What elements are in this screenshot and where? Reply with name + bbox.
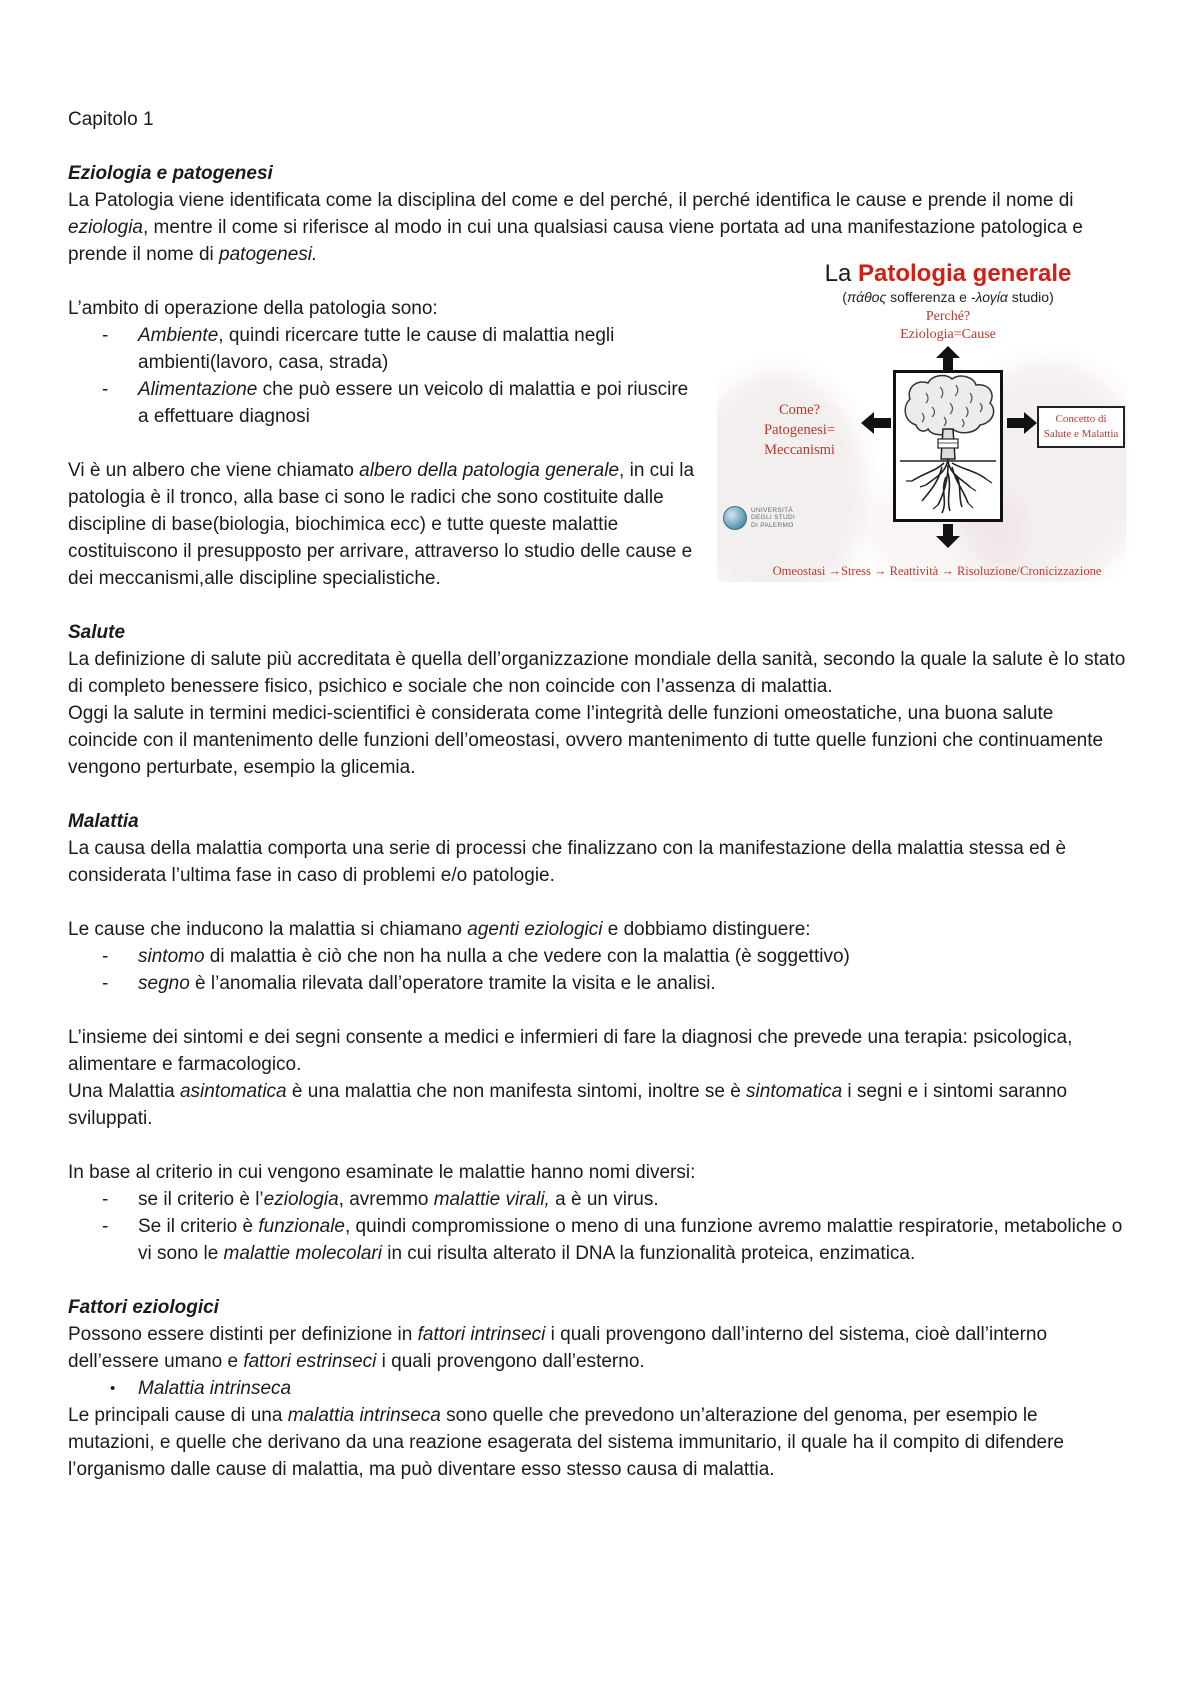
figure-subtitle (769, 289, 1127, 306)
text-segment: Possono essere distinti per definizione in (68, 1324, 418, 1345)
omeostasi-flow-label: Omeostasi →Stress → Reattività → Risoluzione/Cronicizzazione (772, 564, 1102, 578)
paragraph-malattia-3: L’insieme dei sintomi e dei segni consente a medici e infermieri di fare la diagnosi che prevede una terapia: psicologica, alimentare e farmacologico. (68, 1027, 1073, 1075)
text-segment: Ambiente (138, 325, 219, 346)
text-segment: fattori intrinseci (417, 1324, 546, 1345)
text-segment: Una Malattia (68, 1081, 180, 1102)
text-segment: Le cause che inducono la malattia si chiamano (68, 919, 468, 940)
list-item (68, 943, 1127, 970)
down-arrow-icon (936, 524, 960, 548)
university-logo (723, 506, 795, 530)
text-segment: sono quelle che prevedono un’alterazione del genoma, per esempio le mutazioni, e quelle che derivano da una reazione esagerata del sistema immunitario, il quale ha il compito di difendere l’organismo dalle cause di malattia, ma può diventare esso stesso causa di malattia. (68, 1405, 1064, 1480)
text-segment: sintomo (138, 946, 205, 967)
text-segment: in cui risulta alterato il DNA la funzionalità proteica, enzimatica. (381, 1243, 916, 1264)
list-item (68, 970, 1127, 997)
list-item (68, 376, 701, 430)
university-name-line: DI PALERMO (751, 521, 794, 529)
concetto-salute-malattia-box (1037, 406, 1125, 448)
sintomo-segno-list (68, 943, 1127, 997)
text-segment: , avremmo (338, 1189, 434, 1210)
paragraph-malattia-1: La causa della malattia comporta una serie di processi che finalizzano con la manifestazione della malattia stessa ed è considerata l’ultima fase in caso di problemi e/o patologie. (68, 838, 1067, 886)
bullet-item-text (138, 1375, 1127, 1402)
section-heading-malattia: Malattia (68, 811, 139, 832)
chapter-title: Capitolo 1 (68, 109, 154, 130)
paragraph-salute-1: La definizione di salute più accreditata è quella dell’organizzazione mondiale della sanità, secondo la quale la salute è lo stato di completo benessere fisico, psichico e sociale che non coincide con l’assenza di malattia. (68, 649, 1126, 697)
list-item-text (138, 1213, 1127, 1267)
text-segment: è una malattia che non manifesta sintomi, inoltre se è (286, 1081, 747, 1102)
text-segment: , in cui la patologia è il tronco, alla base ci sono le radici che sono costituite dalle discipline di base(biologia, biochimica ecc) e tutte queste malattie costituiscono il presupposto per arrivare, attraverso lo studio delle cause e dei meccanismi,alle discipline specialistiche. (68, 460, 695, 589)
text-segment: eziologia (68, 217, 143, 238)
list-item-text (138, 1186, 1127, 1213)
text-segment: funzionale (258, 1216, 345, 1237)
text-segment: sofferenza e (886, 289, 971, 305)
university-seal-icon (723, 506, 747, 530)
figure-title-main: Patologia generale (857, 260, 1072, 287)
text-segment: La Patologia viene identificata come la disciplina del come e del perché, il perché identifica le cause e prende il nome di (68, 190, 1074, 211)
dash-marker: - (102, 946, 109, 967)
patogenesi-line: Patogenesi= (764, 422, 835, 438)
dash-marker: - (102, 1216, 109, 1237)
text-segment: πάθος (846, 289, 887, 305)
section-heading-fattori: Fattori eziologici (68, 1297, 219, 1318)
paragraph-malattia-4 (68, 1078, 1127, 1132)
text-segment: patogenesi. (219, 244, 318, 265)
university-name (751, 507, 795, 530)
salute-malattia-line: Salute e Malattia (1043, 428, 1119, 440)
dash-marker: - (102, 325, 109, 346)
text-segment: malattie virali, (433, 1189, 550, 1210)
text-segment: Se il criterio è (138, 1216, 259, 1237)
text-segment: i quali provengono dall’esterno. (376, 1351, 645, 1372)
figure-title-prefix: La (824, 260, 858, 287)
text-segment: segno (138, 973, 190, 994)
right-arrow-icon (1007, 412, 1037, 434)
text-segment: studio) (1007, 289, 1054, 305)
text-segment: sintomatica (746, 1081, 843, 1102)
text-segment: asintomatica (179, 1081, 287, 1102)
section-heading-eziologia: Eziologia e patogenesi (68, 163, 273, 184)
dash-marker: - (102, 973, 109, 994)
list-item-text (138, 970, 1127, 997)
text-segment: agenti eziologici (467, 919, 603, 940)
meccanismi-line: Meccanismi (764, 442, 835, 458)
come-line: Come? (778, 402, 821, 418)
concetto-line: Concetto di (1055, 413, 1107, 425)
bullet-marker: • (110, 1380, 116, 1397)
text-segment: a è un virus. (549, 1189, 659, 1210)
text-segment: e dobbiamo distinguere: (602, 919, 811, 940)
list-item (68, 322, 701, 376)
tree-image (893, 370, 1003, 522)
list-item-text (138, 943, 1127, 970)
text-segment: i segni e i sintomi saranno sviluppati. (68, 1081, 1068, 1129)
paragraph-malattia-2 (68, 916, 1127, 943)
text-segment: se il criterio è l’ (138, 1189, 264, 1210)
text-segment: eziologia (263, 1189, 339, 1210)
text-segment: i quali provengono dall’interno del sistema, cioè dall’interno dell’essere umano e (68, 1324, 1048, 1372)
university-name-line: DEGLI STUDI (751, 514, 796, 522)
paragraph-eziologia-intro (68, 187, 1127, 268)
text-segment: , quindi compromissione o meno di una funzione avremo malattie respiratorie, metaboliche o vi sono le (138, 1216, 1123, 1264)
up-arrow-icon (936, 346, 960, 370)
figure-eziologia-cause-label: Eziologia=Cause (900, 327, 996, 342)
paragraph-salute-2: Oggi la salute in termini medici-scientifici è considerata come l’integrità delle funzioni omeostatiche, una buona salute coincide con il mantenimento delle funzioni dell’omeostasi, ovvero mantenimento di tutte quelle funzioni che continuamente vengono perturbate, esempio la glicemia. (68, 703, 1104, 778)
list-item-text (138, 322, 701, 376)
tree-illustration (896, 373, 1000, 519)
patologia-generale-figure (717, 260, 1127, 582)
university-name-line: UNIVERSITÀ (751, 506, 794, 514)
text-segment: Vi è un albero che viene chiamato (68, 460, 360, 481)
text-segment: albero della patologia generale (359, 460, 620, 481)
text-segment: è l’anomalia rilevata dall’operatore tramite la visita e le analisi. (189, 973, 716, 994)
text-segment: Le principali cause di una (68, 1405, 288, 1426)
text-segment: fattori estrinseci (243, 1351, 377, 1372)
text-segment: Alimentazione (138, 379, 258, 400)
text-segment: -λογία (970, 289, 1008, 305)
figure-perche-label: Perché? (925, 309, 971, 324)
dash-marker: - (102, 379, 109, 400)
paragraph-criteri-intro: In base al criterio in cui vengono esaminate le malattie hanno nomi diversi: (68, 1162, 696, 1183)
paragraph-ambito-intro: L’ambito di operazione della patologia sono: (68, 298, 438, 319)
list-item (68, 1213, 1127, 1267)
criteri-list (68, 1186, 1127, 1267)
text-segment: malattia intrinseca (287, 1405, 441, 1426)
bullet-item-malattia-intrinseca (68, 1375, 1127, 1402)
paragraph-fattori-1 (68, 1321, 1127, 1375)
text-segment: di malattia è ciò che non ha nulla a che vedere con la malattia (è soggettivo) (204, 946, 850, 967)
come-patogenesi-label (742, 400, 857, 460)
list-item (68, 1186, 1127, 1213)
paragraph-fattori-2 (68, 1402, 1127, 1483)
figure-title (769, 260, 1127, 288)
text-segment: ( (842, 289, 847, 305)
section-heading-salute: Salute (68, 622, 126, 643)
list-item-text (138, 376, 701, 430)
left-arrow-icon (861, 412, 891, 434)
text-segment: malattie molecolari (223, 1243, 382, 1264)
text-segment: che può essere un veicolo di malattia e poi riuscire a effettuare diagnosi (138, 379, 689, 427)
text-segment: , quindi ricercare tutte le cause di malattia negli ambienti(lavoro, casa, strada) (138, 325, 615, 373)
dash-marker: - (102, 1189, 109, 1210)
text-segment: Malattia intrinseca (138, 1378, 292, 1399)
text-segment: , mentre il come si riferisce al modo in cui una qualsiasi causa viene portata ad una manifestazione patologica e prende il nome di (68, 217, 1083, 265)
